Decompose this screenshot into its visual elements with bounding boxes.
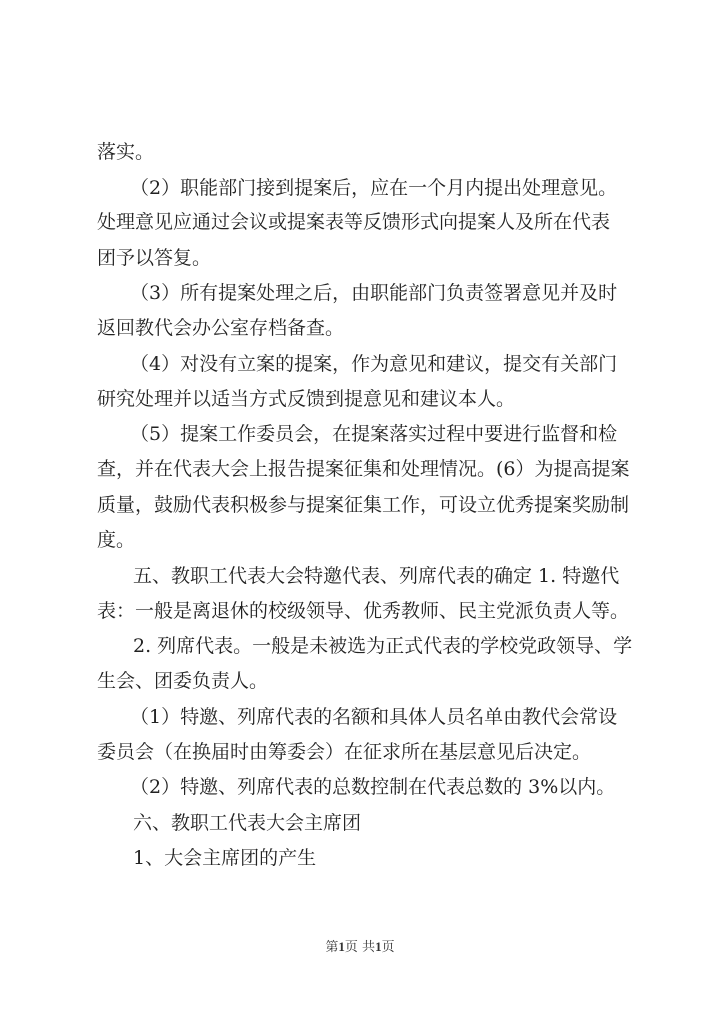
text-line: （2）职能部门接到提案后，应在一个月内提出处理意见。 [130, 177, 618, 199]
text-line: 委员会（在换届时由筹委会）在征求所在基层意见后决定。 [97, 741, 592, 763]
text-line: 处理意见应通过会议或提案表等反馈形式向提案人及所在代表 [97, 211, 611, 233]
text-line: （1）特邀、列席代表的名额和具体人员名单由教代会常设 [130, 706, 618, 728]
text-line: （2）特邀、列席代表的总数控制在代表总数的 3%以内。 [130, 776, 616, 798]
text-line: 度。 [97, 529, 136, 551]
text-line: 团予以答复。 [97, 247, 212, 269]
text-line: （5）提案工作委员会，在提案落实过程中要进行监督和检 [130, 423, 618, 445]
text-line: （3）所有提案处理之后，由职能部门负责签署意见并及时 [130, 282, 618, 304]
text-line: 落实。 [97, 141, 155, 163]
text-line: 1、大会主席团的产生 [133, 847, 317, 869]
text-line: 五、教职工代表大会特邀代表、列席代表的确定 1. 特邀代 [133, 565, 620, 587]
text-line: 生会、团委负责人。 [97, 670, 269, 692]
text-line: 六、教职工代表大会主席团 [133, 812, 362, 834]
text-line: 查，并在代表大会上报告提案征集和处理情况。(6）为提高提案 [97, 458, 630, 480]
text-line: （4）对没有立案的提案，作为意见和建议，提交有关部门 [130, 353, 618, 375]
text-line: 返回教代会办公室存档备查。 [97, 317, 345, 339]
footer-middle: 页 共 [344, 940, 376, 955]
text-line: 表：一般是离退休的校级领导、优秀教师、民主党派负责人等。 [97, 600, 630, 622]
text-line: 2. 列席代表。一般是未被选为正式代表的学校党政领导、学 [133, 635, 633, 657]
text-line: 质量，鼓励代表积极参与提案征集工作，可设立优秀提案奖励制 [97, 494, 630, 516]
footer-prefix: 第 [325, 940, 339, 955]
text-line: 研究处理并以适当方式反馈到提意见和建议本人。 [97, 388, 516, 410]
footer-total-pages: 1 [375, 939, 382, 954]
page-footer [0, 938, 720, 957]
footer-page-number: 1 [338, 939, 345, 954]
footer-suffix: 页 [381, 940, 395, 955]
